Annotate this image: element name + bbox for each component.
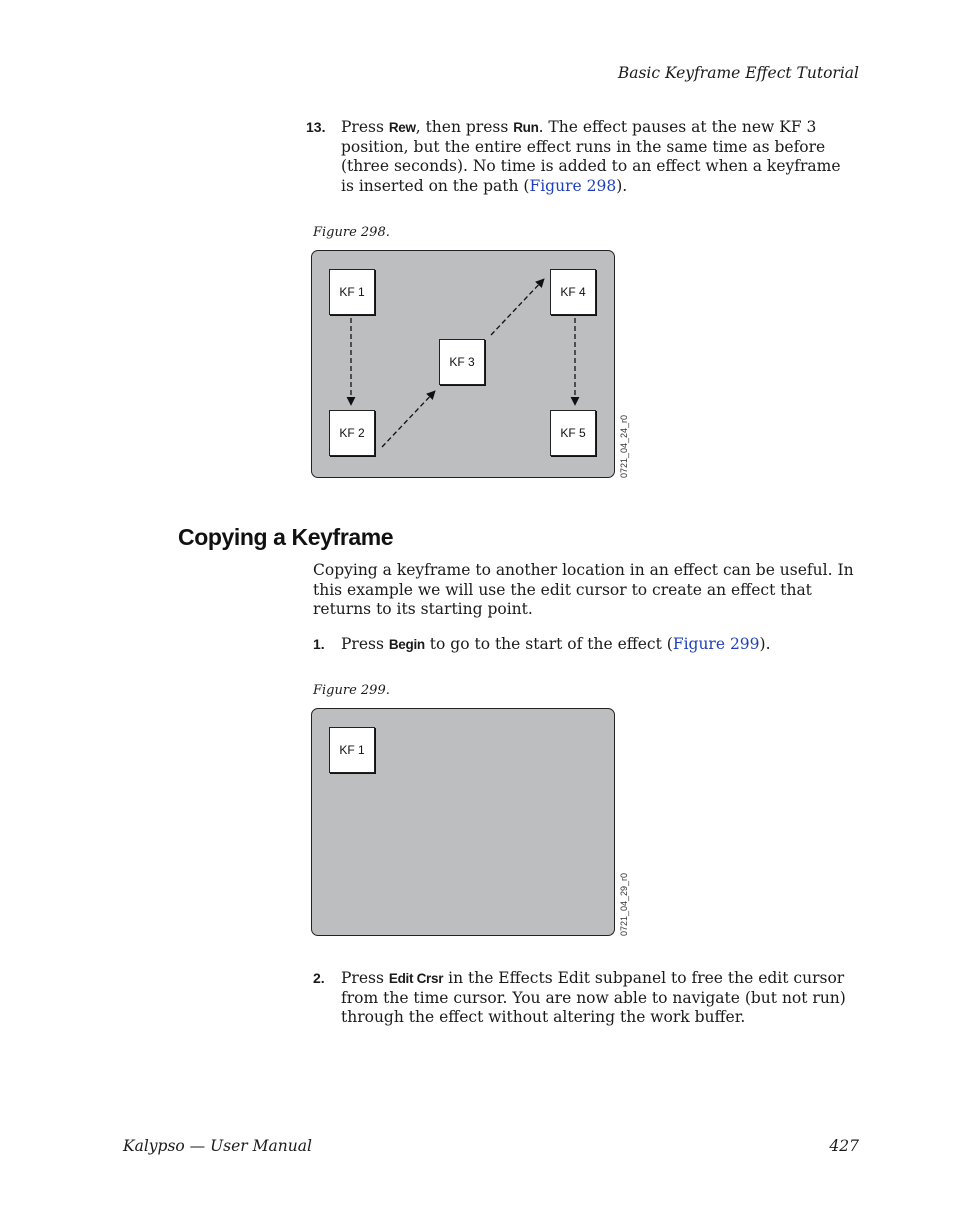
step-number: 2.: [313, 970, 325, 986]
figure-299-link[interactable]: Figure 299: [672, 635, 760, 653]
figure-299-image-id: 0721_04_29_r0: [619, 872, 629, 936]
button-name-run: Run: [513, 120, 539, 135]
step-2: [313, 969, 861, 1028]
step-number: 1.: [313, 636, 325, 652]
figure-298-caption: Figure 298.: [313, 225, 390, 240]
step-text: Press Rew, then press Run. The effect pauses at the new KF 3 position, but the entire effect runs in the same time as before (three seconds). No time is added to an effect when a keyframe is inserted on the path (Figure 298).: [341, 118, 841, 195]
keyframe-box-kf1: KF 1: [329, 269, 375, 315]
page-number: 427: [829, 1137, 859, 1155]
keyframe-box-kf5: KF 5: [550, 410, 596, 456]
figure-298-link[interactable]: Figure 298: [529, 176, 617, 195]
step-number: 13.: [306, 119, 326, 135]
step-text: Press Begin to go to the start of the effect (Figure 299).: [341, 635, 771, 653]
figure-298-image-id: 0721_04_24_r0: [619, 414, 629, 478]
arrow-kf3-to-kf4: [491, 279, 544, 335]
step-text: Press Edit Crsr in the Effects Edit subpanel to free the edit cursor from the time cursor. You are now able to navigate (but not run) through the effect without altering the work buffer.: [341, 969, 846, 1026]
intro-paragraph: Copying a keyframe to another location in an effect can be useful. In this example we will use the edit cursor to create an effect that returns to its starting point.: [313, 561, 854, 618]
running-header: Basic Keyframe Effect Tutorial: [617, 64, 859, 82]
figure-299-diagram: [311, 708, 615, 936]
keyframe-box-kf1: KF 1: [329, 727, 375, 773]
arrow-kf2-to-kf3: [382, 391, 435, 447]
keyframe-box-kf3: KF 3: [439, 339, 485, 385]
button-name-begin: Begin: [388, 637, 425, 652]
step-13: [306, 118, 858, 196]
figure-299-caption: Figure 299.: [313, 683, 390, 698]
footer-manual-title: Kalypso — User Manual: [123, 1137, 312, 1155]
button-name-rew: Rew: [388, 120, 416, 135]
figure-298-diagram: [311, 250, 615, 478]
keyframe-box-kf4: KF 4: [550, 269, 596, 315]
keyframe-box-kf2: KF 2: [329, 410, 375, 456]
button-name-edit-crsr: Edit Crsr: [388, 971, 444, 986]
section-heading: Copying a Keyframe: [178, 524, 394, 550]
step-1: [313, 635, 861, 655]
